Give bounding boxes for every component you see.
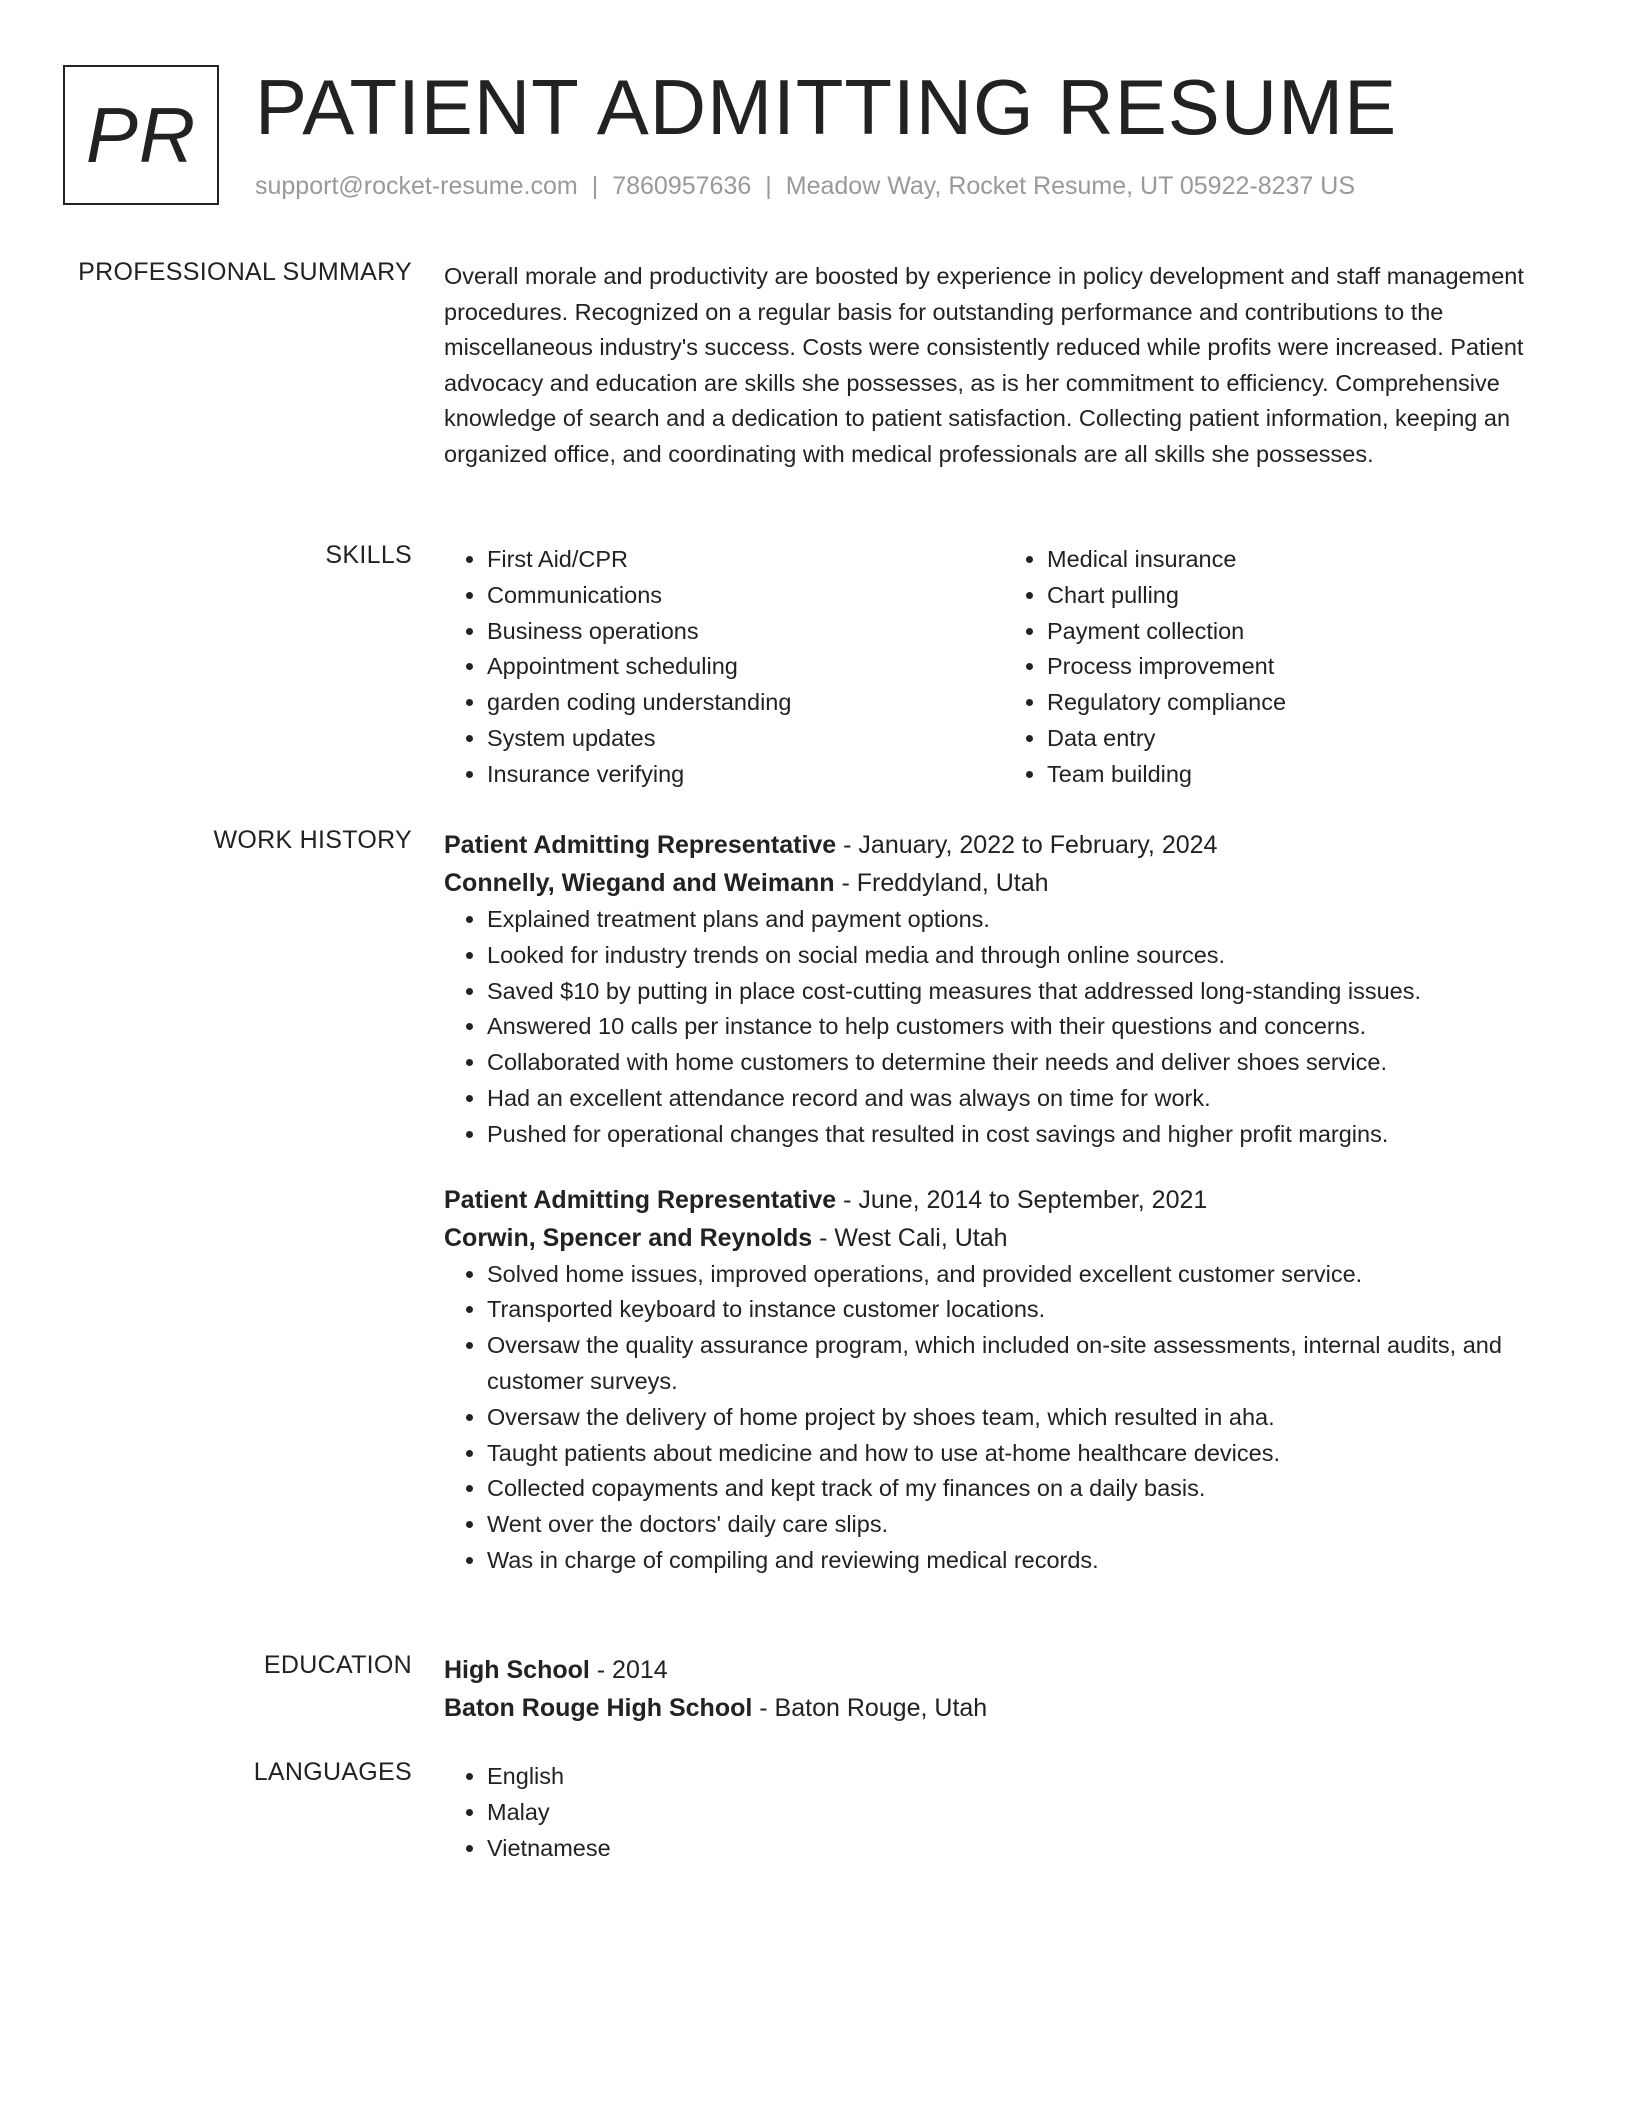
skill-item: • Appointment scheduling	[487, 649, 1004, 685]
skill-item: • Chart pulling	[1047, 578, 1564, 614]
job-duty: • Had an excellent attendance record and was always on time for work.	[487, 1081, 1564, 1117]
skills-body	[444, 542, 1564, 793]
monogram-badge: PR	[63, 65, 219, 205]
job-duty: • Transported keyboard to instance customer locations.	[487, 1292, 1564, 1328]
skill-item: • System updates	[487, 721, 1004, 757]
job-title: Patient Admitting Representative	[444, 1185, 837, 1214]
job-title-line	[444, 826, 1564, 864]
language-item: • Malay	[487, 1795, 1564, 1831]
education-body	[444, 1651, 1564, 1727]
job-title-line	[444, 1181, 1564, 1219]
skill-item: • garden coding understanding	[487, 685, 1004, 721]
language-item: • English	[487, 1759, 1564, 1795]
skills-list-left	[444, 542, 1004, 793]
job-dates: - June, 2014 to September, 2021	[836, 1185, 1208, 1214]
skill-item: • Regulatory compliance	[1047, 685, 1564, 721]
skill-item: • Process improvement	[1047, 649, 1564, 685]
job-duty: • Solved home issues, improved operations, and provided excellent customer service.	[487, 1257, 1564, 1293]
job-duty: • Saved $10 by putting in place cost-cutting measures that addressed long-standing issues.	[487, 974, 1564, 1010]
job-duty: • Explained treatment plans and payment options.	[487, 902, 1564, 938]
job-duties	[444, 1257, 1564, 1579]
education-degree-line	[444, 1651, 1564, 1689]
job-duty: • Collaborated with home customers to determine their needs and deliver shoes service.	[487, 1045, 1564, 1081]
skill-item: • Team building	[1047, 757, 1564, 793]
section-label-work: WORK HISTORY	[213, 826, 412, 854]
job-company: Corwin, Spencer and Reynolds	[444, 1223, 813, 1252]
skills-grid	[444, 542, 1564, 793]
job-duty: • Answered 10 calls per instance to help customers with their questions and concerns.	[487, 1009, 1564, 1045]
job-location: - West Cali, Utah	[812, 1223, 1008, 1252]
job-duty: • Oversaw the quality assurance program, which included on-site assessments, internal audits, and customer surveys.	[487, 1328, 1564, 1400]
summary-text: Overall morale and productivity are boosted by experience in policy development and staff management procedures. Recognized on a regular basis for outstanding performance and contributions to the miscellaneous industry's success. Costs were consistently reduced while profits were increased. Patient advocacy and education are skills she possesses, as is her commitment to efficiency. Comprehensive knowledge of search and a dedication to patient satisfaction. Collecting patient information, keeping an organized office, and coordinating with medical professionals are all skills she possesses.	[444, 263, 1524, 467]
section-label-skills: SKILLS	[325, 541, 412, 569]
job-company-line	[444, 1219, 1564, 1257]
education-location: - Baton Rouge, Utah	[752, 1694, 988, 1722]
resume-header	[63, 65, 1563, 215]
education-school: Baton Rouge High School	[444, 1694, 753, 1722]
job-entry	[444, 826, 1564, 1153]
job-duty: • Taught patients about medicine and how to use at-home healthcare devices.	[487, 1436, 1564, 1472]
education-degree: High School	[444, 1656, 590, 1684]
job-duty: • Looked for industry trends on social media and through online sources.	[487, 938, 1564, 974]
resume-title: PATIENT ADMITTING RESUME	[255, 63, 1398, 151]
languages-list	[444, 1759, 1564, 1866]
skill-item: • Business operations	[487, 614, 1004, 650]
job-dates: - January, 2022 to February, 2024	[836, 831, 1218, 859]
job-title: Patient Admitting Representative	[444, 831, 837, 859]
skill-item: • Data entry	[1047, 721, 1564, 757]
education-year: - 2014	[589, 1656, 668, 1684]
languages-body	[444, 1759, 1564, 1866]
education-school-line	[444, 1689, 1564, 1727]
contact-address: Meadow Way, Rocket Resume, UT 05922-8237 US	[785, 172, 1356, 200]
job-entry	[444, 1181, 1564, 1579]
skill-item: • First Aid/CPR	[487, 542, 1004, 578]
contact-separator: |	[591, 172, 599, 200]
job-duty: • Was in charge of compiling and reviewing medical records.	[487, 1543, 1564, 1579]
job-location: - Freddyland, Utah	[834, 869, 1049, 897]
contact-email: support@rocket-resume.com	[255, 172, 578, 200]
contact-separator: |	[765, 172, 772, 200]
skill-item: • Payment collection	[1047, 614, 1564, 650]
skills-list-right	[1004, 542, 1564, 793]
job-duty: • Pushed for operational changes that resulted in cost savings and higher profit margins.	[487, 1117, 1564, 1153]
job-company: Connelly, Wiegand and Weimann	[444, 869, 835, 897]
summary-body	[444, 259, 1564, 473]
job-duties	[444, 902, 1564, 1153]
job-duty: • Collected copayments and kept track of my finances on a daily basis.	[487, 1471, 1564, 1507]
skill-item: • Medical insurance	[1047, 542, 1564, 578]
language-item: • Vietnamese	[487, 1831, 1564, 1867]
job-duty: • Went over the doctors' daily care slips.	[487, 1507, 1564, 1543]
job-company-line	[444, 864, 1564, 902]
work-body	[444, 826, 1564, 1579]
contact-line	[255, 172, 1355, 201]
skill-item: • Insurance verifying	[487, 757, 1004, 793]
contact-phone: 7860957636	[612, 172, 752, 200]
section-label-education: EDUCATION	[263, 1651, 412, 1679]
skill-item: • Communications	[487, 578, 1004, 614]
section-label-languages: LANGUAGES	[253, 1758, 412, 1786]
section-label-summary: PROFESSIONAL SUMMARY	[78, 258, 412, 286]
job-duty: • Oversaw the delivery of home project by shoes team, which resulted in aha.	[487, 1400, 1564, 1436]
